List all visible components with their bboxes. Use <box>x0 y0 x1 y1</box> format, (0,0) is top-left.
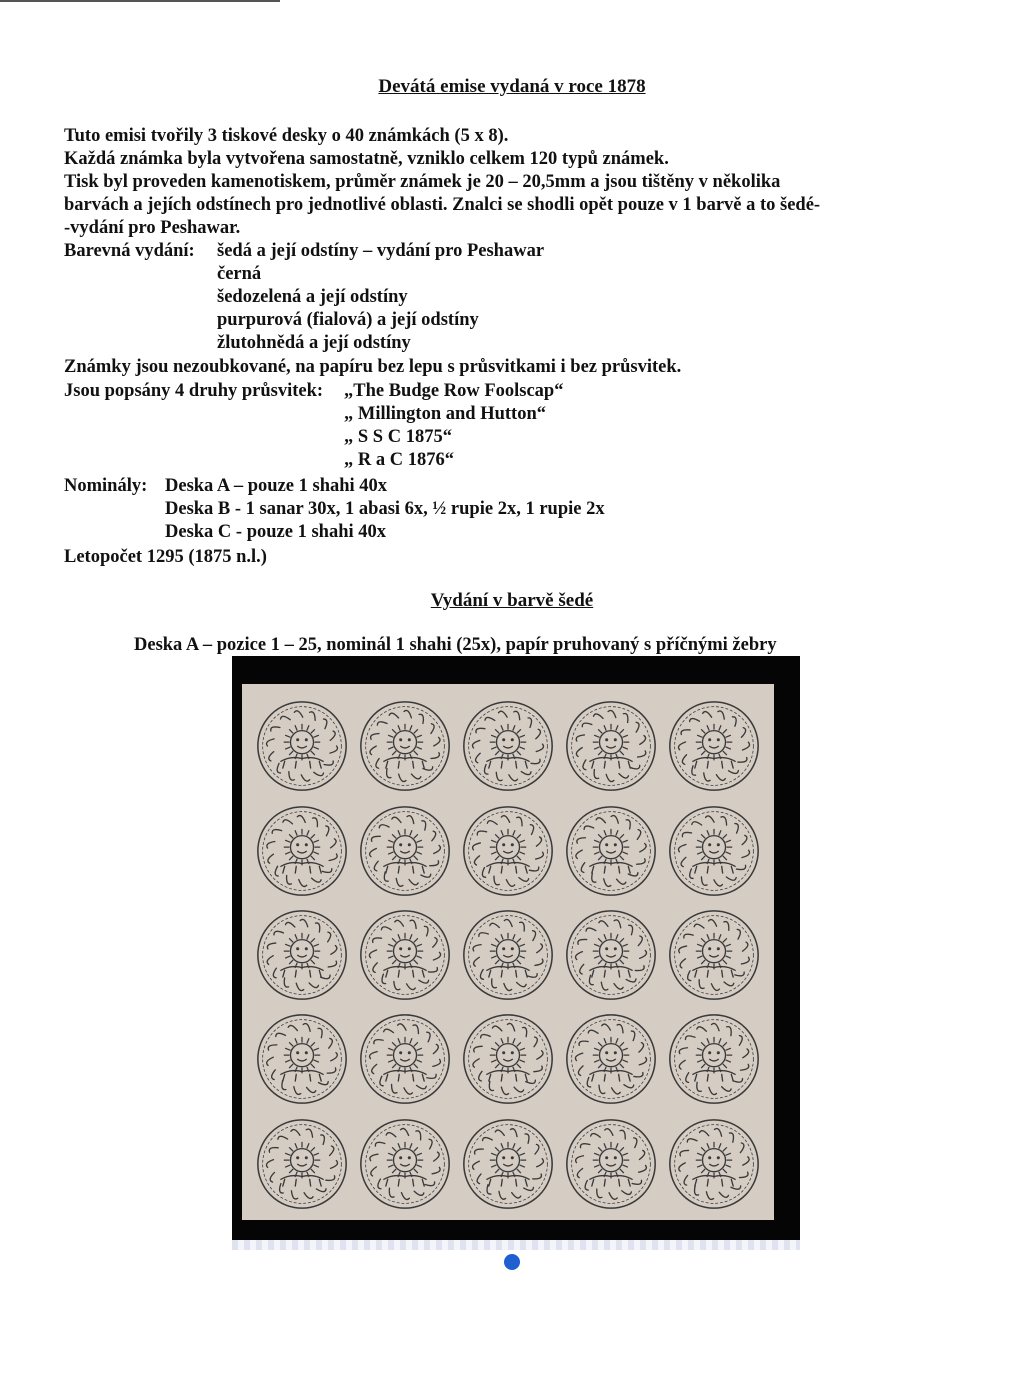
color-issue-3: šedozelená a její odstíny <box>217 287 408 307</box>
nominals-label: Nominály: <box>64 476 148 496</box>
stamp <box>456 1112 559 1216</box>
lion-sun-stamp-icon <box>666 1011 762 1107</box>
stamp <box>560 1112 663 1216</box>
color-issue-1: šedá a její odstíny – vydání pro Peshawar <box>217 241 545 261</box>
lion-sun-stamp-icon <box>563 1116 659 1212</box>
lion-sun-stamp-icon <box>563 1011 659 1107</box>
stamp-sheet-frame <box>232 656 800 1244</box>
color-issue-2: černá <box>217 264 262 284</box>
stamp <box>250 903 353 1007</box>
watermark-3: „ S S C 1875“ <box>344 427 452 447</box>
sheet-caption: Deska A – pozice 1 – 25, nominál 1 shahi (25x), papír pruhovaný s příčnými žebry <box>134 635 777 655</box>
lion-sun-stamp-icon <box>666 803 762 899</box>
lion-sun-stamp-icon <box>666 1116 762 1212</box>
stamp <box>250 1112 353 1216</box>
lion-sun-stamp-icon <box>460 698 556 794</box>
lion-sun-stamp-icon <box>254 698 350 794</box>
stamp <box>250 798 353 902</box>
nominal-deska-c: Deska C - pouze 1 shahi 40x <box>165 522 386 542</box>
stamp <box>663 903 766 1007</box>
page-title: Devátá emise vydaná v roce 1878 <box>378 76 646 97</box>
stamp <box>560 798 663 902</box>
lion-sun-stamp-icon <box>254 803 350 899</box>
lion-sun-stamp-icon <box>357 907 453 1003</box>
stamp <box>663 1112 766 1216</box>
lion-sun-stamp-icon <box>357 1011 453 1107</box>
lion-sun-stamp-icon <box>666 907 762 1003</box>
lion-sun-stamp-icon <box>563 803 659 899</box>
intro-line-5: -vydání pro Peshawar. <box>64 218 241 238</box>
stamp <box>560 694 663 798</box>
stamp <box>560 903 663 1007</box>
stamp <box>456 694 559 798</box>
stamp <box>663 1007 766 1111</box>
color-issue-4: purpurová (fialová) a její odstíny <box>217 310 479 330</box>
lion-sun-stamp-icon <box>254 907 350 1003</box>
intro-line-1: Tuto emisi tvořily 3 tiskové desky o 40 známkách (5 x 8). <box>64 126 509 146</box>
color-issues-label: Barevná vydání: <box>64 241 195 261</box>
color-issue-5: žlutohnědá a její odstíny <box>217 333 411 353</box>
lion-sun-stamp-icon <box>563 907 659 1003</box>
stamp <box>250 1007 353 1111</box>
stamp-sheet <box>242 684 774 1220</box>
blue-dot-marker <box>504 1254 520 1270</box>
watermark-2: „ Millington and Hutton“ <box>344 404 547 424</box>
nominal-deska-b: Deska B - 1 sanar 30x, 1 abasi 6x, ½ rupie 2x, 1 rupie 2x <box>165 499 605 519</box>
lion-sun-stamp-icon <box>254 1011 350 1107</box>
lion-sun-stamp-icon <box>357 803 453 899</box>
watermarks-label: Jsou popsány 4 druhy průsvitek: <box>64 381 324 401</box>
intro-line-2: Každá známka byla vytvořena samostatně, vzniklo celkem 120 typů známek. <box>64 149 669 169</box>
lion-sun-stamp-icon <box>357 698 453 794</box>
section-title: Vydání v barvě šedé <box>430 590 594 611</box>
stamp <box>353 1112 456 1216</box>
watermark-1: „The Budge Row Foolscap“ <box>344 381 564 401</box>
watermark-4: „ R a C 1876“ <box>344 450 454 470</box>
stamp <box>560 1007 663 1111</box>
stamp <box>456 1007 559 1111</box>
stamp <box>456 798 559 902</box>
stamp <box>353 903 456 1007</box>
nominal-deska-a: Deska A – pouze 1 shahi 40x <box>165 476 388 496</box>
lion-sun-stamp-icon <box>460 907 556 1003</box>
lion-sun-stamp-icon <box>460 803 556 899</box>
stamp <box>250 694 353 798</box>
year-note: Letopočet 1295 (1875 n.l.) <box>64 547 267 567</box>
top-edge-line <box>0 0 280 2</box>
lion-sun-stamp-icon <box>254 1116 350 1212</box>
intro-line-4: barvách a jejích odstínech pro jednotlivé oblasti. Znalci se shodli opět pouze v 1 barvě a to šedé- <box>64 195 821 215</box>
stamp <box>456 903 559 1007</box>
lion-sun-stamp-icon <box>357 1116 453 1212</box>
stamp <box>663 798 766 902</box>
paper-note: Známky jsou nezoubkované, na papíru bez lepu s průsvitkami i bez průsvitek. <box>64 357 682 377</box>
lion-sun-stamp-icon <box>563 698 659 794</box>
stamp <box>353 1007 456 1111</box>
intro-line-3: Tisk byl proveden kamenotiskem, průměr známek je 20 – 20,5mm a jsou tištěny v několika <box>64 172 781 192</box>
lion-sun-stamp-icon <box>460 1116 556 1212</box>
stamp <box>353 694 456 798</box>
lion-sun-stamp-icon <box>460 1011 556 1107</box>
mount-strip <box>232 1240 800 1250</box>
lion-sun-stamp-icon <box>666 698 762 794</box>
stamp <box>353 798 456 902</box>
stamp <box>663 694 766 798</box>
